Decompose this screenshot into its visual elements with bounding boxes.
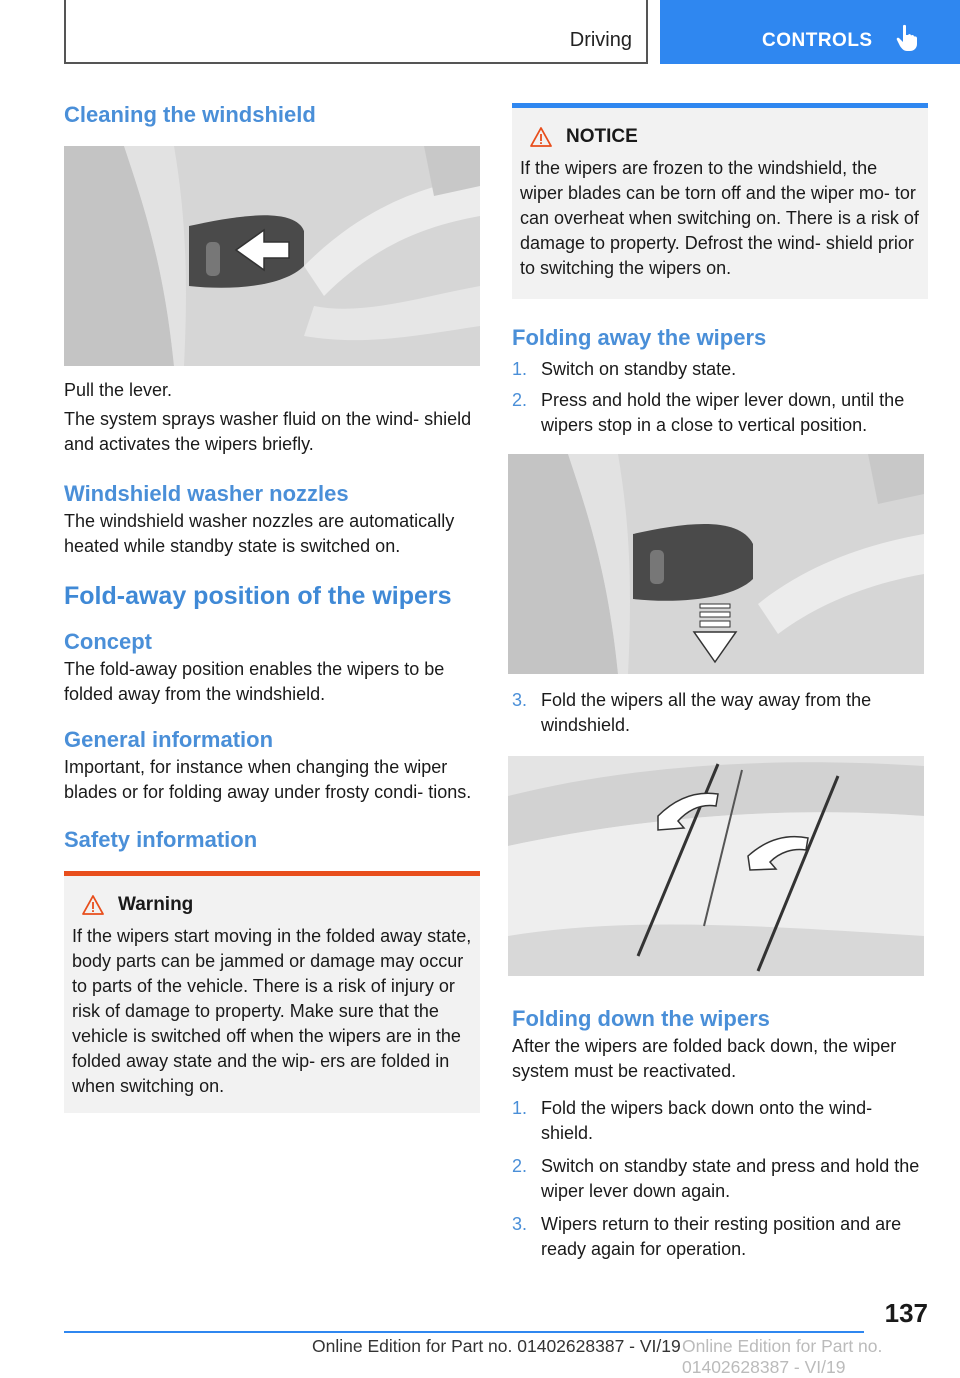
right-column [512,100,928,1262]
step-number: 1. [512,359,528,379]
pointing-hand-icon [896,24,918,52]
cleaning-paragraph-2: The system sprays washer fluid on the wind‐ shield and activates the wipers briefly. [64,409,472,454]
wiper-lever-pull-image [64,146,480,366]
step-number: 3. [512,1214,528,1234]
concept-heading: Concept [64,629,152,654]
foldaway-heading: Fold-away position of the wipers [64,582,452,610]
warning-label: Warning [118,894,194,915]
step-list-item [512,357,928,382]
step-list-item [512,1096,928,1146]
warning-title [82,894,472,916]
safety-heading: Safety information [64,827,258,852]
warning-triangle-icon [82,895,104,915]
warning-text: If the wipers start moving in the folded away state, body parts can be jammed or damage may occur to parts of the vehicle. There is a risk of injury or risk of damage to property. Make sure that the vehicle is switched off when the wipers are in the folded away state and the wip‐ ers are folded in when switching on. [72,926,472,1096]
notice-box [512,103,928,299]
watermark-text: Online Edition for Part no. 01402628387 - VI/19 [682,1336,883,1377]
step-list-item [512,388,928,438]
step-list-item [512,1212,928,1262]
step-number: 2. [512,1156,528,1176]
cleaning-heading: Cleaning the windshield [64,102,316,127]
general-info-heading: General information [64,727,274,752]
notice-label: NOTICE [566,126,638,147]
concept-paragraph: The fold-away position enables the wipers to be folded away from the windshield. [64,659,445,704]
cleaning-paragraph-1: Pull the lever. [64,380,173,400]
step-text: Wipers return to their resting position and are ready again for operation. [541,1214,902,1259]
folding-down-heading: Folding down the wipers [512,1006,770,1031]
step-number: 3. [512,690,528,710]
header-section-box [64,0,648,64]
step-number: 2. [512,390,528,410]
folding-away-step-3 [512,688,928,738]
step-list-item [512,1154,928,1204]
notice-triangle-icon [530,127,552,147]
step-number: 1. [512,1098,528,1118]
general-info-paragraph: Important, for instance when changing the wiper blades or for folding away under frosty condi‐ tions. [64,757,472,802]
step-text: Fold the wipers back down onto the wind‐ shield. [541,1098,873,1143]
notice-title [530,126,920,148]
step-text: Switch on standby state. [541,359,737,379]
step-text: Press and hold the wiper lever down, until the wipers stop in a close to vertical position. [541,390,905,435]
step-list-item [512,688,928,738]
folding-down-paragraph: After the wipers are folded back down, the wiper system must be reactivated. [512,1036,897,1081]
footer-divider [64,1331,864,1333]
step-text: Switch on standby state and press and hold the wiper lever down again. [541,1156,920,1201]
folding-away-steps-1-2 [512,357,928,438]
notice-text: If the wipers are frozen to the windshield, the wiper blades can be torn off and the wiper mo‐ tor can overheat when switching on. There is a risk of damage to property. Defrost the wind‐ shield prior to switching the wipers on. [520,158,919,278]
wiper-lever-down-image [508,454,924,674]
nozzles-paragraph: The windshield washer nozzles are automatically heated while standby state is switched on. [64,511,455,556]
page-number: 137 [884,1298,928,1328]
header-chapter-box [660,0,960,64]
header-chapter: CONTROLS [762,30,873,51]
wipers-folded-image [508,756,924,976]
folding-down-steps [512,1096,928,1262]
warning-box [64,871,480,1113]
folding-away-heading: Folding away the wipers [512,325,767,350]
left-column [64,100,480,1113]
edition-text: Online Edition for Part no. 01402628387 - VI/19 [312,1336,681,1356]
step-text: Fold the wipers all the way away from the windshield. [541,690,872,735]
header-section: Driving [569,29,632,51]
nozzles-heading: Windshield washer nozzles [64,481,349,506]
